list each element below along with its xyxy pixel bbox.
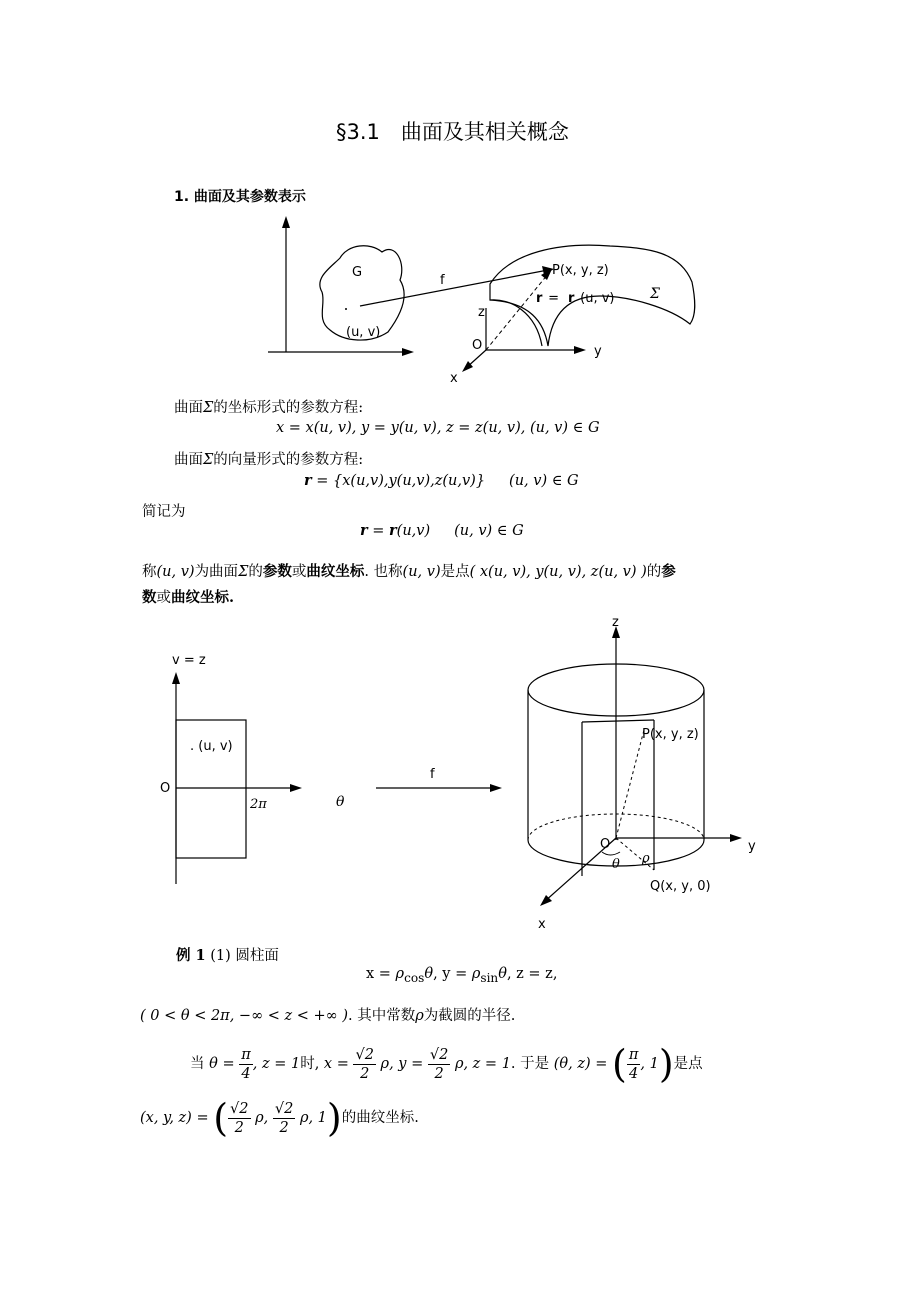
uv-point-label-2: . (u, v): [190, 739, 233, 754]
sigma-symbol-2: Σ: [203, 452, 214, 468]
sqrt2-over-2-d: [273, 1100, 295, 1137]
rho-6: ρ,: [255, 1110, 269, 1126]
domain: ( 0 < θ < 2π, −∞ < z < +∞ ): [140, 1008, 349, 1024]
vec-r1: r: [536, 291, 543, 306]
sqrt2-over-2-c: [228, 1100, 250, 1137]
z-axis-label: z: [478, 305, 485, 320]
pi-num-b: π: [628, 1046, 639, 1063]
theta-z-eq: (θ, z) =: [553, 1056, 608, 1072]
uv-point: [345, 308, 347, 310]
section-heading: 1. 曲面及其参数表示: [174, 189, 306, 205]
eq-x: x =: [366, 966, 396, 982]
point-Q-label: Q(x, y, 0): [650, 879, 711, 894]
map-arrow-2-head-icon: [490, 784, 502, 792]
map-arrow: [360, 270, 548, 306]
z-eq-1: , z = 1: [252, 1056, 301, 1072]
shidian-text: 是点: [673, 1056, 703, 1072]
theta-2: θ: [498, 966, 507, 982]
two-den-b: 2: [434, 1065, 444, 1082]
comma-one: , 1: [640, 1056, 659, 1072]
z-axis-label-2: z: [612, 615, 619, 630]
example-part: (1) 圆柱面: [210, 948, 279, 964]
sqrt2-over-2-a: [353, 1046, 375, 1083]
vec-intro: [174, 448, 363, 469]
rho-5: ρ: [454, 1056, 464, 1072]
cos-text: cos: [404, 970, 425, 985]
cyl-equations: [366, 966, 557, 985]
line2-or: 或: [156, 590, 171, 606]
two-den-a: 2: [360, 1065, 370, 1082]
short-eq-args: (u,v): [396, 523, 431, 539]
region-G-label: G: [352, 265, 363, 280]
sqrt2-num-d: √2: [274, 1100, 294, 1117]
sqrt2-num-c: √2: [230, 1100, 249, 1117]
vec-r2: r: [568, 291, 575, 306]
short-tail: (u, v) ∈ G: [454, 523, 524, 539]
y-arrow-icon-2: [730, 834, 742, 842]
call-line-1: [142, 560, 676, 581]
sin-text: sin: [480, 970, 499, 985]
domain-tail: . 其中常数: [348, 1008, 416, 1024]
origin-right: O: [600, 837, 611, 852]
figure-cylinder-mapping: [150, 612, 770, 940]
radius-vector: [486, 274, 548, 350]
when-text: 当: [190, 1056, 205, 1072]
two-den-d: 2: [279, 1119, 289, 1136]
vec-intro-b: 的向量形式的参数方程:: [213, 452, 364, 468]
sigma-label: Σ: [650, 286, 660, 302]
call-or: 或: [291, 564, 307, 580]
pi-over-4-b: [627, 1046, 641, 1083]
point-P-label-2: P(x, y, z): [642, 727, 699, 742]
line2-curv: 曲纹坐标: [171, 589, 229, 606]
rho-4: ρ: [380, 1056, 390, 1072]
short-equation: [360, 522, 524, 539]
vec-eq-tail: (u, v) ∈ G: [509, 473, 579, 489]
vec-equation: [304, 472, 579, 489]
when-line: 当 θ = $\frac{\pi}{4}$ , z = 1时, x = $\frac{√2}{2}$ ρ, y = $\frac{√2}{2}$ ρ, z = 1. 于是 (θ, z) = ( $\frac{\pi}{4}$ , 1)是点: [190, 1042, 703, 1086]
call-line-2: [142, 586, 234, 607]
shi-text: 时,: [300, 1056, 320, 1072]
short-r1: r: [360, 522, 368, 539]
rho-2: ρ: [471, 966, 481, 982]
call-param: 参数: [262, 563, 292, 580]
sqrt2-num-b: √2: [429, 1046, 449, 1063]
origin-label: O: [472, 338, 483, 353]
yushi-text: . 于是: [510, 1056, 550, 1072]
rho-1: ρ: [395, 966, 405, 982]
coord-intro-a: 曲面: [174, 400, 203, 416]
domain-line: [140, 1004, 515, 1025]
coord-intro: [174, 396, 363, 417]
surface-edge: [490, 300, 542, 346]
vec-intro-a: 曲面: [174, 452, 203, 468]
call-c: 的: [248, 564, 263, 580]
coord-intro-b: 的坐标形式的参数方程:: [213, 400, 364, 416]
sqrt2-num-a: √2: [355, 1046, 374, 1063]
eq-y: , y =: [433, 966, 472, 982]
call-point: ( x(u, v), y(u, v), z(u, v) ): [469, 564, 647, 580]
theta-label: θ: [336, 794, 345, 810]
call-a: 称: [142, 564, 157, 580]
line2-a: 数: [142, 589, 157, 606]
vec-eq-rest: = {x(u,v),y(u,v),z(u,v)}: [311, 473, 486, 489]
call-b: 为曲面: [194, 564, 239, 580]
x-axis-label-2: x: [538, 917, 546, 932]
segment-OP: [616, 730, 644, 838]
pi-num: π: [241, 1046, 251, 1063]
coord-equation: x = x(u, v), y = y(u, v), z = z(u, v), (u, v) ∈ G: [276, 420, 600, 436]
short-r2: r: [389, 522, 397, 539]
xyz-eq: (x, y, z) =: [140, 1110, 209, 1126]
y-eq: , y =: [389, 1056, 424, 1072]
rho-label: ρ: [642, 851, 650, 866]
y-arrow-icon: [574, 346, 586, 354]
call-e: 是点: [440, 564, 470, 580]
call-curv: 曲纹坐标: [306, 563, 365, 580]
left-u-arrow-icon: [402, 348, 414, 356]
call-d: . 也称: [364, 564, 403, 580]
final-text: 的曲纹坐标.: [341, 1110, 419, 1126]
theta-eq: θ =: [209, 1056, 235, 1072]
domain-tail2: 为截圆的半径.: [423, 1008, 516, 1024]
uv-point-label: (u, v): [346, 325, 381, 340]
eq-z: , z = z,: [506, 966, 558, 982]
sigma-symbol: Σ: [203, 400, 214, 416]
rho-7: ρ, 1: [299, 1110, 327, 1126]
call-uv: (u, v): [156, 564, 195, 580]
origin-left: O: [160, 781, 171, 796]
left-vz-arrow-icon: [172, 672, 180, 684]
four-den-b: 4: [629, 1065, 639, 1082]
two-den-c: 2: [234, 1119, 244, 1136]
vec-eq-mid: =: [544, 291, 568, 306]
point-P-label: P(x, y, z): [552, 263, 609, 278]
y-axis-label: y: [594, 344, 602, 359]
xyz-line: (x, y, z) = ( $\frac{√2}{2}$ ρ, $\frac{√2}{2}$ ρ, 1)的曲纹坐标.: [140, 1096, 419, 1140]
z-eq-2: , z = 1: [463, 1056, 511, 1072]
figure-surface-mapping: [260, 212, 720, 392]
page-title: §3.1 曲面及其相关概念: [336, 120, 569, 144]
four-den: 4: [241, 1065, 251, 1082]
generator-top: [582, 720, 654, 722]
left-theta-arrow-icon: [290, 784, 302, 792]
axis-vz-label: v = z: [172, 653, 206, 668]
rho-3: ρ: [415, 1008, 424, 1024]
theta-1: θ: [424, 966, 434, 982]
map-label-2: f: [430, 767, 435, 782]
short-eq-mid: =: [367, 523, 390, 539]
sigma-symbol-3: Σ: [238, 564, 249, 580]
vec-eq-r: r: [304, 472, 312, 489]
x-axis-label: x: [450, 371, 458, 386]
short-label: 简记为: [142, 504, 186, 520]
theta-arc: [602, 852, 620, 855]
line2-dot: .: [229, 589, 235, 606]
call-f: 的: [646, 564, 662, 580]
sqrt2-over-2-b: [428, 1046, 450, 1083]
call-param2: 参: [661, 563, 676, 580]
left-v-arrow-icon: [282, 216, 290, 228]
y-axis-label-2: y: [748, 839, 756, 854]
vec-args: (u, v): [576, 291, 615, 306]
map-label: f: [440, 273, 445, 288]
theta2-label: θ: [612, 857, 620, 872]
two-pi-label: 2π: [250, 797, 267, 812]
example-heading: [176, 944, 279, 965]
pi-over-4: [239, 1046, 253, 1083]
call-uv2: (u, v): [402, 564, 441, 580]
x-eq: x =: [323, 1056, 349, 1072]
example-label: 例 1: [176, 947, 206, 964]
